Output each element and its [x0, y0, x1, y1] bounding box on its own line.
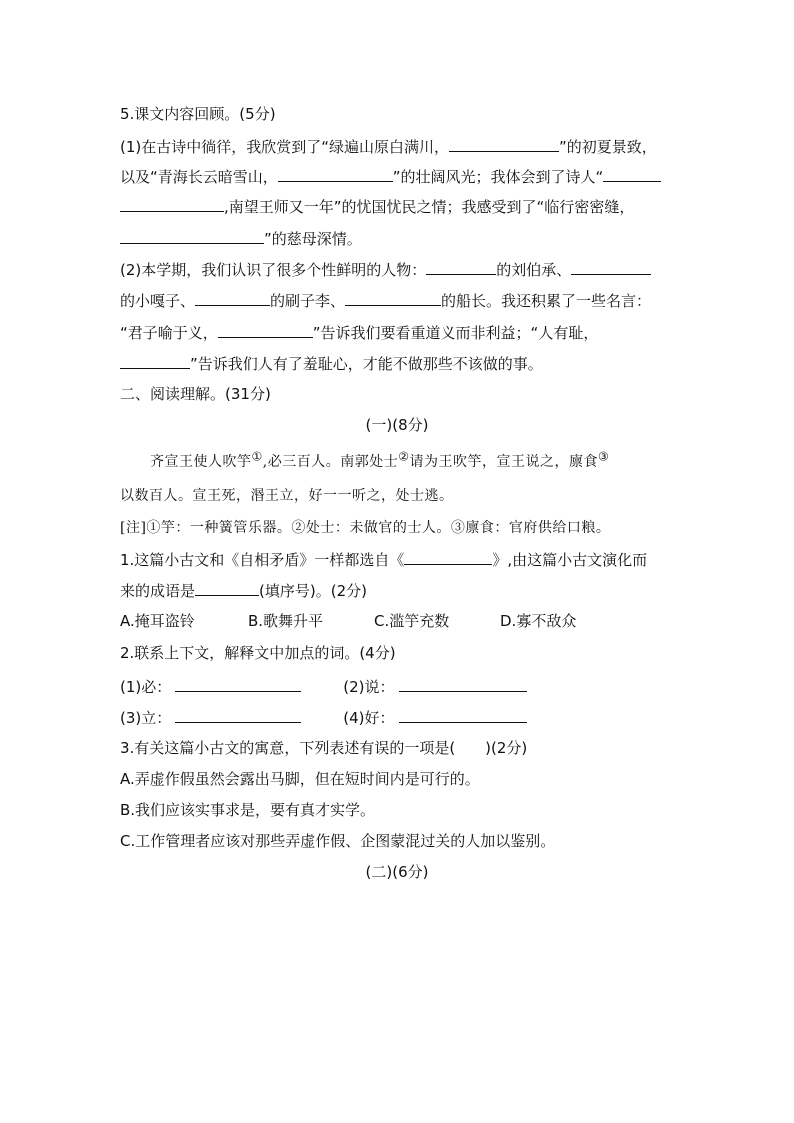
text: (1)在古诗中徜徉，我欣赏到了“绿遍山原白满川，	[120, 138, 450, 156]
q5-part1-line3	[120, 196, 634, 217]
text: 》,由这篇小古文演化而	[492, 551, 648, 569]
answer-blank[interactable]	[175, 707, 301, 723]
text: ”告诉我们人有了羞耻心，才能不做那些不该做的事。	[190, 355, 543, 373]
question-3-option-b[interactable]: B.我们应该实事求是，要有真才实学。	[120, 801, 376, 819]
text: (2)本学期，我们认识了很多个性鲜明的人物：	[120, 261, 427, 279]
text: ,南望王师又一年”的忧国忧民之情；我感受到了“临行密密缝，	[224, 198, 635, 216]
q5-part2-line4	[120, 353, 543, 374]
text: “君子喻于义，	[120, 324, 218, 342]
q5-part1-line4	[120, 228, 362, 249]
q5-part1-line1	[120, 136, 657, 157]
text: 以及“青海长云暗雪山，	[120, 168, 278, 186]
question-3-option-c[interactable]: C.工作管理者应该对那些弄虚作假、企图蒙混过关的人加以鉴别。	[120, 832, 556, 850]
question-1-options	[120, 611, 576, 631]
text: (1)必：	[120, 678, 172, 696]
q5-part1-line2	[120, 166, 661, 187]
answer-blank[interactable]	[175, 676, 301, 692]
text: ”告诉我们要看重道义而非利益；“人有耻，	[312, 324, 599, 342]
option-c[interactable]: C.滥竽充数	[374, 612, 450, 630]
answer-blank[interactable]	[120, 196, 224, 212]
text: ,必三百人。南郭处士	[262, 454, 399, 470]
text: 齐宣王使人吹竽	[150, 454, 252, 470]
answer-blank[interactable]	[603, 166, 661, 182]
text: 的小嘎子、	[120, 292, 196, 310]
text: (2)说：	[343, 678, 395, 696]
answer-blank[interactable]	[571, 259, 651, 275]
text: )(2分)	[485, 739, 528, 757]
answer-blank[interactable]	[120, 353, 190, 369]
text: (4)好：	[343, 709, 395, 727]
q5-part2-line2	[120, 290, 651, 311]
question-1-line1	[120, 549, 647, 570]
answer-blank[interactable]	[218, 322, 313, 338]
option-d[interactable]: D.寡不敌众	[500, 612, 577, 630]
footnote-marker: ①	[251, 449, 263, 464]
text: ”的初夏景致，	[559, 138, 657, 156]
part-1-heading: (一)(8分)	[365, 416, 429, 434]
answer-blank[interactable]	[449, 136, 559, 152]
part-2-heading: (二)(6分)	[365, 863, 429, 881]
q5-part2-line3	[120, 322, 598, 343]
question-2-row1	[120, 676, 527, 697]
text: 的刘伯承、	[496, 261, 572, 279]
section-2-title: 二、阅读理解。(31分)	[120, 385, 271, 403]
passage-notes: [注]①竽：一种簧管乐器。②处士：未做官的士人。③廪食：官府供给口粮。	[120, 520, 611, 536]
text: (填序号)。(2分)	[259, 582, 367, 600]
text: 来的成语是	[120, 582, 196, 600]
footnote-marker: ③	[597, 449, 610, 464]
question-2-title: 2.联系上下文，解释文中加点的词。(4分)	[120, 644, 396, 662]
answer-blank[interactable]	[120, 228, 264, 244]
text: (3)立：	[120, 709, 172, 727]
text: 的刷子李、	[270, 292, 346, 310]
answer-blank[interactable]	[278, 166, 393, 182]
footnote-marker: ②	[398, 449, 410, 464]
text: ”的慈母深情。	[264, 230, 362, 248]
answer-blank[interactable]	[404, 549, 492, 565]
answer-blank[interactable]	[426, 259, 496, 275]
passage-line2: 以数百人。宣王死，湣王立，好一一听之，处士逃。	[120, 488, 454, 504]
question-3-option-a[interactable]: A.弄虚作假虽然会露出马脚，但在短时间内是可行的。	[120, 770, 480, 788]
answer-blank[interactable]	[399, 707, 527, 723]
text: 1.这篇小古文和《自相矛盾》一样都选自《	[120, 551, 405, 569]
question-5-title: 5.课文内容回顾。(5分)	[120, 105, 276, 123]
question-1-line2	[120, 580, 367, 601]
answer-blank[interactable]	[195, 290, 270, 306]
option-a[interactable]: A.掩耳盗铃	[120, 612, 195, 630]
text: 3.有关这篇小古文的寓意，下列表述有误的一项是(	[120, 739, 456, 757]
text: ”的壮阔风光；我体会到了诗人“	[392, 168, 604, 186]
q5-part2-line1	[120, 259, 651, 280]
text: 请为王吹竽，宣王说之，廪食	[409, 454, 598, 470]
option-b[interactable]: B.歌舞升平	[248, 612, 324, 630]
question-3-title	[120, 738, 527, 758]
answer-blank[interactable]	[345, 290, 441, 306]
answer-blank[interactable]	[195, 580, 259, 596]
answer-blank[interactable]	[399, 676, 527, 692]
passage-line1	[150, 449, 610, 472]
question-2-row2	[120, 707, 527, 728]
text: 的船长。我还积累了一些名言：	[441, 292, 652, 310]
